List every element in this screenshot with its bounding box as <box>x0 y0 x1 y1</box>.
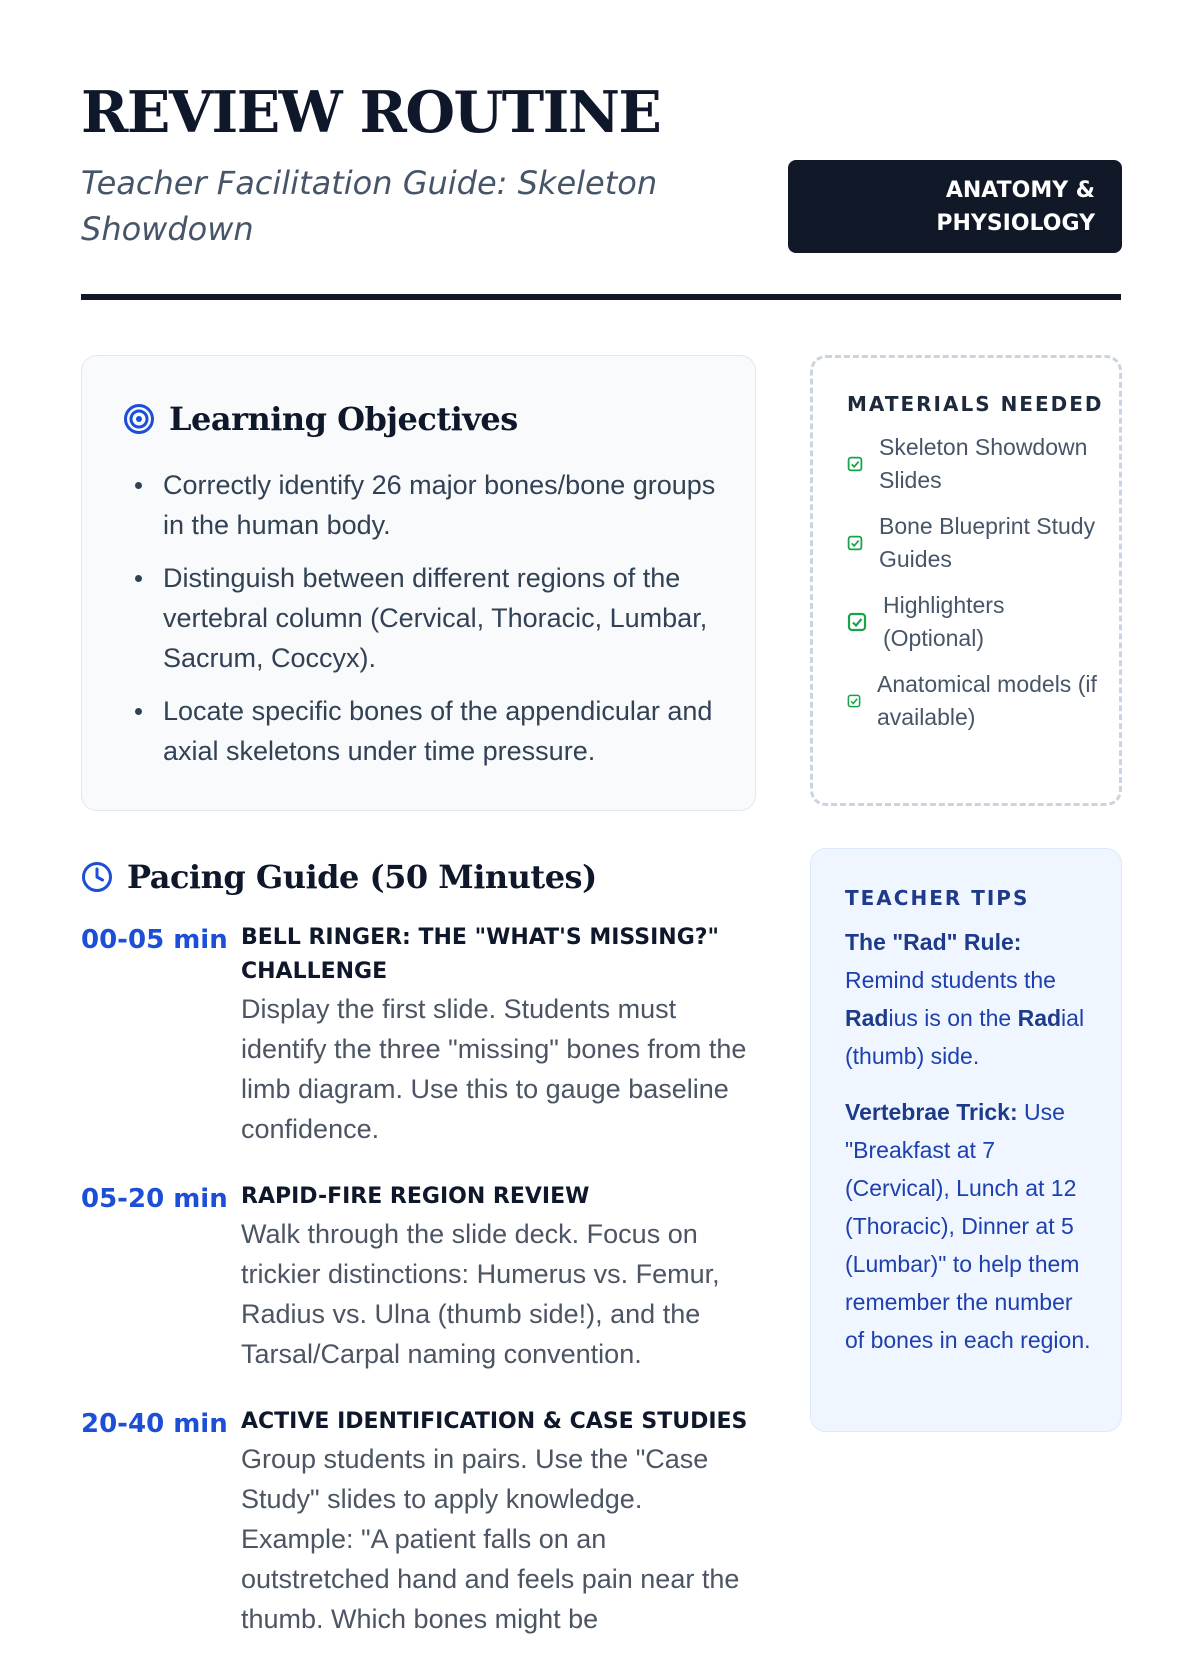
checkbox-icon <box>847 694 861 708</box>
pacing-body <box>241 1179 761 1374</box>
pacing-item-description: Walk through the slide deck. Focus on trickier distinctions: Humerus vs. Femur, Radius vs. Ulna (thumb side!), and the Tarsal/Carpal naming convention. <box>241 1219 720 1369</box>
pacing-item-title: ACTIVE IDENTIFICATION & CASE STUDIES <box>241 1409 748 1434</box>
page-title: REVIEW ROUTINE <box>81 79 661 146</box>
page-subtitle: Teacher Facilitation Guide: Skeleton Showdown <box>81 164 658 248</box>
pacing-body <box>241 1404 761 1639</box>
tip-text: ius is on the <box>888 1005 1018 1031</box>
checkbox-icon <box>847 612 867 632</box>
material-label: Highlighters (Optional) <box>883 592 1005 651</box>
pacing-heading <box>81 858 597 896</box>
objectives-title: Learning Objectives <box>169 400 518 438</box>
material-item <box>847 589 1107 655</box>
material-label: Bone Blueprint Study Guides <box>879 513 1096 572</box>
pacing-item <box>81 1179 761 1374</box>
objective-item: Locate specific bones of the appendicular and axial skeletons under time pressure. <box>163 691 738 771</box>
pacing-time: 20-40 min <box>81 1409 228 1439</box>
materials-title: MATERIALS NEEDED <box>847 392 1104 416</box>
objective-item: Correctly identify 26 major bones/bone groups in the human body. <box>163 465 738 545</box>
pacing-item <box>81 1404 761 1639</box>
objectives-list <box>163 465 738 784</box>
materials-list <box>847 431 1107 747</box>
pacing-time: 00-05 min <box>81 925 228 955</box>
tip-emphasis: Rad <box>1017 1005 1062 1031</box>
tip-emphasis: Rad <box>845 1005 889 1031</box>
checkbox-icon <box>847 456 863 472</box>
pacing-item-description: Group students in pairs. Use the "Case Study" slides to apply knowledge. Example: "A patient falls on an outstretched hand and feels pain near the thumb. Which bones might be <box>241 1444 740 1634</box>
tip-heading: Vertebrae Trick: <box>845 1099 1018 1125</box>
pacing-body <box>241 920 761 1149</box>
objective-item: Distinguish between different regions of the vertebral column (Cervical, Thoracic, Lumbar, Sacrum, Coccyx). <box>163 558 738 678</box>
target-icon <box>123 403 155 435</box>
material-item <box>847 668 1107 734</box>
material-item <box>847 510 1107 576</box>
pacing-item-title: RAPID-FIRE REGION REVIEW <box>241 1184 590 1209</box>
tip-text: Remind students the <box>845 967 1056 993</box>
pacing-item-description: Display the first slide. Students must identify the three "missing" bones from the limb diagram. Use this to gauge baseline confidence. <box>241 994 747 1144</box>
pacing-timeline <box>81 920 761 1669</box>
subject-badge: ANATOMY & PHYSIOLOGY <box>788 160 1122 253</box>
header-divider <box>81 294 1121 300</box>
clock-icon <box>81 861 113 893</box>
pacing-item-title: BELL RINGER: THE "WHAT'S MISSING?" CHALLENGE <box>241 925 719 984</box>
pacing-time: 05-20 min <box>81 1184 228 1214</box>
tips-title: TEACHER TIPS <box>845 886 1030 910</box>
objectives-heading <box>123 400 518 438</box>
tip-rad-rule <box>845 923 1095 1075</box>
tip-text: ial (thumb) side. <box>845 1005 1085 1069</box>
tip-vertebrae <box>845 1093 1095 1359</box>
tip-text: Use "Breakfast at 7 (Cervical), Lunch at 12 (Thoracic), Dinner at 5 (Lumbar)" to help them remember the number of bones in each region. <box>845 1099 1091 1353</box>
checkbox-icon <box>847 535 863 551</box>
tips-body <box>845 923 1095 1377</box>
pacing-item <box>81 920 761 1149</box>
material-item <box>847 431 1107 497</box>
tip-heading: The "Rad" Rule: <box>845 929 1022 955</box>
material-label: Skeleton Showdown Slides <box>879 434 1088 493</box>
material-label: Anatomical models (if available) <box>877 671 1097 730</box>
pacing-title: Pacing Guide (50 Minutes) <box>127 858 597 896</box>
